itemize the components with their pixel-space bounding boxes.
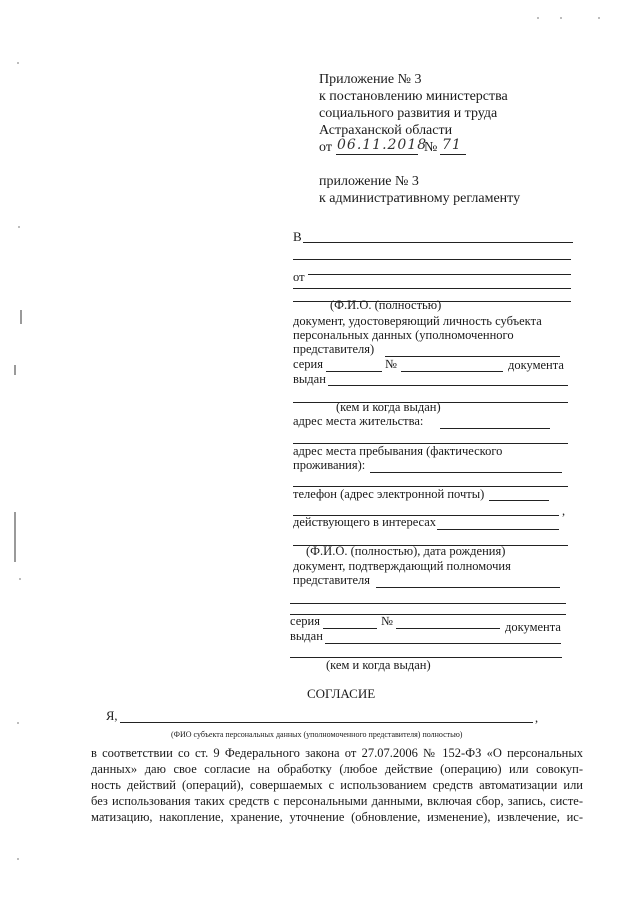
phone-label: телефон (адрес электронной почты) bbox=[293, 487, 485, 501]
doc-text-line-2: персональных данных (уполномоченного bbox=[293, 328, 514, 342]
to-field-line-2 bbox=[293, 259, 571, 260]
subject-name-line bbox=[120, 722, 533, 723]
handwritten-date: 06.11.2018 bbox=[337, 137, 428, 153]
scan-mark bbox=[14, 365, 16, 375]
from-field-line bbox=[308, 274, 571, 275]
issued-caption-2: (кем и когда выдан) bbox=[326, 658, 431, 672]
header-line-4: Астраханской области bbox=[319, 123, 453, 138]
doc-text-line-3: представителя) bbox=[293, 342, 375, 356]
consent-paragraph-line-4: без использования таких средств с персональными данными, включая сбор, запись, систе- bbox=[91, 794, 583, 808]
appendix-subtitle: к административному регламенту bbox=[319, 191, 521, 206]
scan-speck bbox=[19, 578, 21, 580]
subject-caption: (ФИО субъекта персональных данных (уполномоченного представителя) полностью) bbox=[171, 730, 463, 739]
doc-text-line-1: документ, удостоверяющий личность субъекта bbox=[293, 314, 542, 328]
scan-speck bbox=[17, 722, 19, 724]
series-label-2: серия bbox=[290, 614, 320, 628]
issued-field-line bbox=[328, 385, 568, 386]
issued-label: выдан bbox=[293, 372, 326, 386]
number-label-2: № bbox=[381, 614, 393, 628]
scan-mark bbox=[20, 310, 22, 324]
phone-field-line bbox=[489, 500, 549, 501]
header-line-1: Приложение № 3 bbox=[319, 72, 422, 87]
number-underline bbox=[440, 154, 466, 155]
scan-speck bbox=[537, 17, 539, 19]
document-word: документа bbox=[508, 358, 564, 372]
document-word-2: документа bbox=[505, 620, 561, 634]
series-field-line bbox=[326, 371, 382, 372]
issued-field-line-3 bbox=[325, 643, 561, 644]
authority-field-line-3 bbox=[290, 614, 566, 615]
number-field-line bbox=[401, 371, 503, 372]
fio-caption: (Ф.И.О. (полностью) bbox=[330, 298, 442, 312]
scan-speck bbox=[17, 62, 19, 64]
handwritten-number: 71 bbox=[442, 137, 462, 153]
issued-label-2: выдан bbox=[290, 629, 323, 643]
acting-label: действующего в интересах bbox=[293, 515, 437, 529]
phone-comma: , bbox=[562, 504, 566, 518]
number-field-line-2 bbox=[396, 628, 500, 629]
from-field-line-2 bbox=[293, 288, 571, 289]
header-number-sign: № bbox=[424, 140, 438, 155]
stay-field-line bbox=[370, 472, 562, 473]
authority-field-line-2 bbox=[290, 603, 566, 604]
series-field-line-2 bbox=[323, 628, 377, 629]
authority-line-2: представителя bbox=[293, 573, 370, 587]
i-label: Я, bbox=[106, 709, 118, 723]
subject-comma: , bbox=[535, 711, 539, 725]
representative-line bbox=[385, 356, 560, 357]
to-field-line bbox=[303, 242, 573, 243]
consent-paragraph-line-5: матизацию, накопление, хранение, уточнение (обновление, изменение), извлечение, ис- bbox=[91, 810, 583, 824]
acting-field-line bbox=[437, 529, 559, 530]
consent-paragraph-line-3: ность действий (операций), совершаемых с использованием средств автоматизации или bbox=[91, 778, 583, 792]
residence-field-line bbox=[440, 428, 550, 429]
stay-line-2: проживания): bbox=[293, 458, 366, 472]
scan-speck bbox=[17, 858, 19, 860]
consent-paragraph-line-2: данных» даю свое согласие на обработку (любое действие (операцию) или совокуп- bbox=[91, 762, 583, 776]
appendix-title: приложение № 3 bbox=[319, 174, 419, 189]
number-label: № bbox=[385, 357, 397, 371]
scan-mark bbox=[14, 512, 16, 562]
from-label: от bbox=[293, 270, 305, 284]
authority-field-line bbox=[376, 587, 560, 588]
header-date-prefix: от bbox=[319, 140, 332, 155]
residence-label: адрес места жительства: bbox=[293, 414, 424, 428]
to-label: В bbox=[293, 229, 302, 244]
date-underline bbox=[336, 154, 418, 155]
fio-dob-caption: (Ф.И.О. (полностью), дата рождения) bbox=[306, 544, 506, 558]
scan-speck bbox=[598, 17, 600, 19]
header-line-3: социального развития и труда bbox=[319, 106, 498, 121]
scan-speck bbox=[18, 226, 20, 228]
consent-title: СОГЛАСИЕ bbox=[307, 686, 376, 701]
consent-paragraph-line-1: в соответствии со ст. 9 Федерального закона от 27.07.2006 № 152-ФЗ «О персональных bbox=[91, 746, 583, 760]
series-label: серия bbox=[293, 357, 323, 371]
header-line-2: к постановлению министерства bbox=[319, 89, 508, 104]
scan-speck bbox=[560, 17, 562, 19]
authority-line-1: документ, подтверждающий полномочия bbox=[293, 559, 511, 573]
issued-caption: (кем и когда выдан) bbox=[336, 400, 441, 414]
stay-line-1: адрес места пребывания (фактического bbox=[293, 444, 503, 458]
